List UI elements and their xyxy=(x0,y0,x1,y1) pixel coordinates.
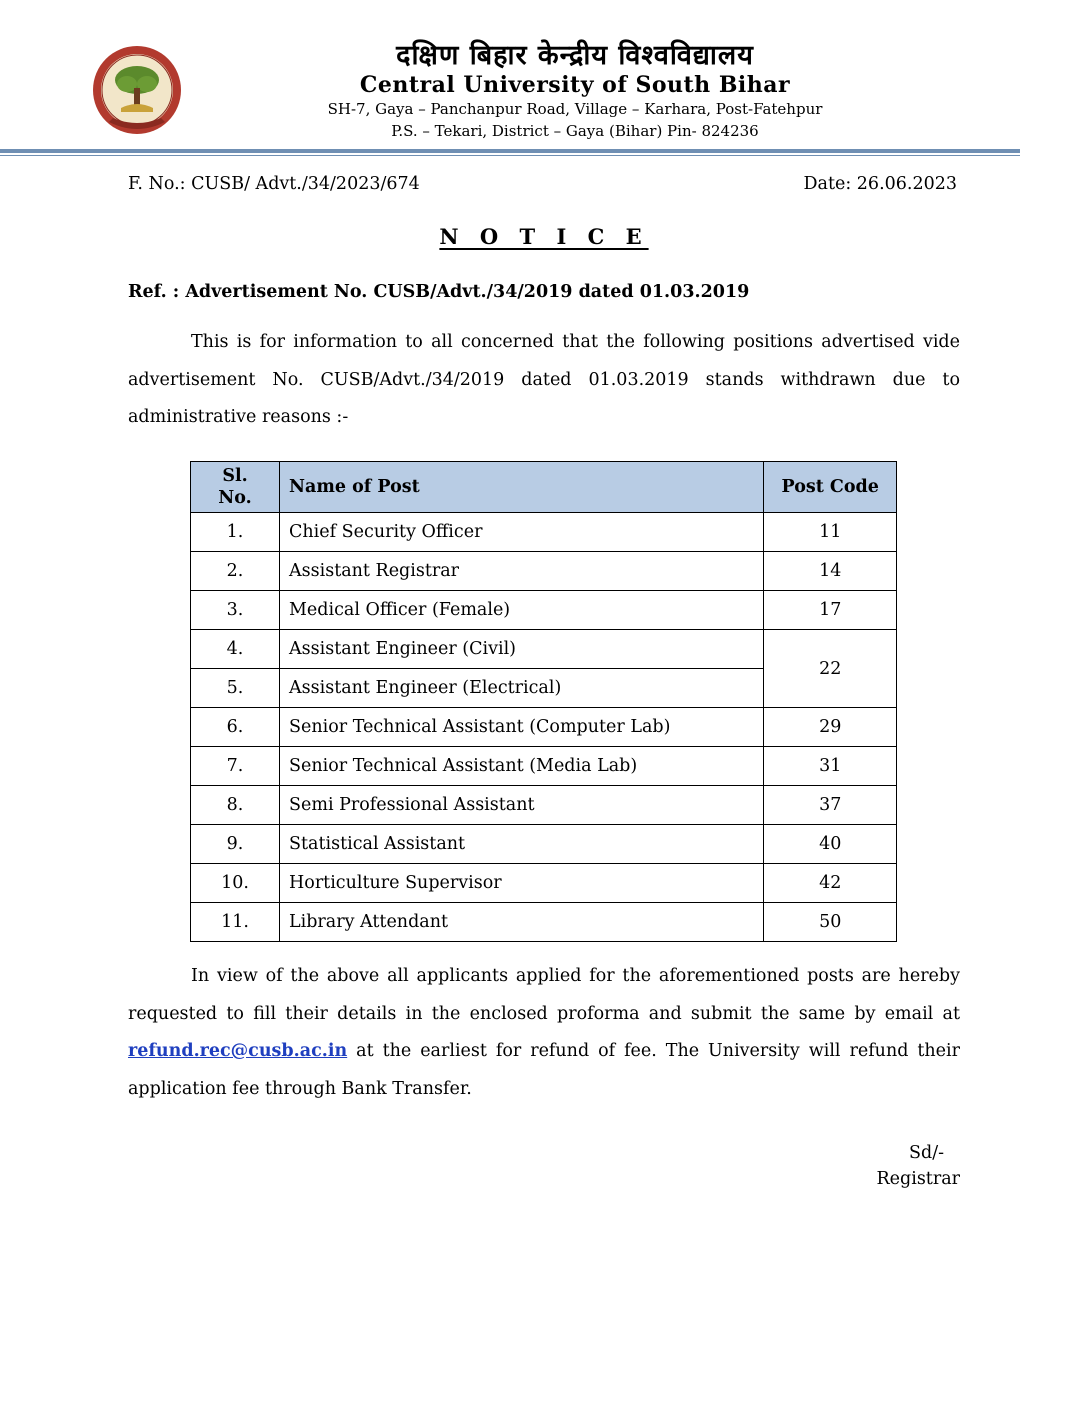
cell-post-code: 40 xyxy=(764,825,897,864)
refund-text-after: at the earliest for refund of fee. The University will refund their application fee through Bank Transfer. xyxy=(128,1041,960,1099)
refund-paragraph xyxy=(128,958,960,1108)
cell-post-code: 17 xyxy=(764,591,897,630)
cell-sl-no: 4. xyxy=(191,630,280,669)
table-row xyxy=(191,786,897,825)
table-row xyxy=(191,591,897,630)
col-header-name-of-post: Name of Post xyxy=(280,462,764,513)
table-row xyxy=(191,552,897,591)
cell-post-code: 29 xyxy=(764,708,897,747)
address-line-1: SH-7, Gaya – Panchanpur Road, Village – Karhara, Post-Fatehpur xyxy=(327,100,823,118)
cell-sl-no: 8. xyxy=(191,786,280,825)
intro-paragraph: This is for information to all concerned that the following positions advertised vide advertisement No. CUSB/Advt./34/2019 dated 01.03.2019 stands withdrawn due to administrative reasons :- xyxy=(128,332,960,427)
refund-email-link[interactable]: refund.rec@cusb.ac.in xyxy=(128,1041,348,1061)
university-name-english: Central University of South Bihar xyxy=(359,72,791,98)
cell-sl-no: 2. xyxy=(191,552,280,591)
university-name-hindi: दक्षिण बिहार केन्द्रीय विश्वविद्यालय xyxy=(396,40,754,71)
table-row xyxy=(191,747,897,786)
cell-sl-no: 5. xyxy=(191,669,280,708)
cell-post-name: Senior Technical Assistant (Computer Lab) xyxy=(280,708,764,747)
cell-sl-no: 3. xyxy=(191,591,280,630)
signature-sd: Sd/- xyxy=(909,1143,944,1163)
col-header-sl-no: Sl. No. xyxy=(191,462,280,513)
cell-post-name: Assistant Engineer (Civil) xyxy=(280,630,764,669)
cell-post-name: Library Attendant xyxy=(280,903,764,942)
notice-title: N O T I C E xyxy=(439,224,649,249)
cell-post-code: 42 xyxy=(764,864,897,903)
cell-post-code: 11 xyxy=(764,513,897,552)
address-line-2: P.S. – Tekari, District – Gaya (Bihar) Pin- 824236 xyxy=(391,122,759,140)
signature-block xyxy=(876,1140,960,1192)
cell-sl-no: 7. xyxy=(191,747,280,786)
cell-post-code: 50 xyxy=(764,903,897,942)
table-row xyxy=(191,513,897,552)
cell-post-code: 14 xyxy=(764,552,897,591)
reference-line: Ref. : Advertisement No. CUSB/Advt./34/2019 dated 01.03.2019 xyxy=(128,282,750,302)
cell-sl-no: 11. xyxy=(191,903,280,942)
cell-post-name: Senior Technical Assistant (Media Lab) xyxy=(280,747,764,786)
cell-post-name: Chief Security Officer xyxy=(280,513,764,552)
table-row xyxy=(191,903,897,942)
notice-date: Date: 26.06.2023 xyxy=(803,174,957,194)
cell-post-code: 37 xyxy=(764,786,897,825)
university-name-block xyxy=(230,40,920,142)
cell-post-name: Semi Professional Assistant xyxy=(280,786,764,825)
table-row xyxy=(191,864,897,903)
notice-heading xyxy=(0,224,1088,249)
letterhead xyxy=(0,0,1088,160)
university-seal-tree-icon xyxy=(91,44,183,136)
header-divider xyxy=(0,149,1020,153)
signatory-designation: Registrar xyxy=(876,1169,960,1189)
cell-sl-no: 9. xyxy=(191,825,280,864)
cell-post-name: Assistant Registrar xyxy=(280,552,764,591)
cell-post-code: 31 xyxy=(764,747,897,786)
cell-sl-no: 1. xyxy=(191,513,280,552)
col-header-post-code: Post Code xyxy=(764,462,897,513)
cell-post-name: Statistical Assistant xyxy=(280,825,764,864)
table-row xyxy=(191,708,897,747)
cell-sl-no: 6. xyxy=(191,708,280,747)
table-row xyxy=(191,630,897,669)
withdrawn-posts-table xyxy=(190,461,897,942)
table-header-row xyxy=(191,462,897,513)
header-divider-thin xyxy=(0,155,1020,156)
refund-text-before: In view of the above all applicants applied for the aforementioned posts are hereby requested to fill their details in the enclosed proforma and submit the same by email at xyxy=(128,966,960,1024)
cell-sl-no: 10. xyxy=(191,864,280,903)
cell-post-code: 22 xyxy=(764,630,897,708)
cell-post-name: Medical Officer (Female) xyxy=(280,591,764,630)
file-number: F. No.: CUSB/ Advt./34/2023/674 xyxy=(128,174,420,194)
cell-post-name: Horticulture Supervisor xyxy=(280,864,764,903)
table-row xyxy=(191,825,897,864)
cell-post-name: Assistant Engineer (Electrical) xyxy=(280,669,764,708)
